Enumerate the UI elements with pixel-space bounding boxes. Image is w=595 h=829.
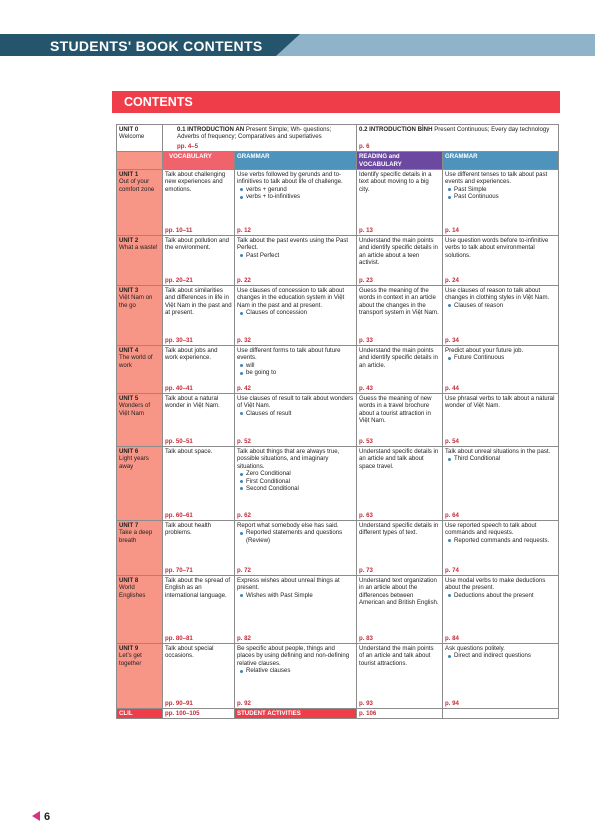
- reading-cell-text: Guess the meaning of the words in context in an article about the changes in the transport system in Việt Nam.: [359, 287, 439, 317]
- unit0-row-pages: [117, 142, 559, 152]
- grammar-1-cell: [235, 644, 357, 709]
- unit-label-cell: [117, 576, 163, 644]
- page-reference: p. 54: [445, 437, 459, 445]
- grammar-2-cell: [443, 346, 559, 394]
- page-reference: pp. 90–91: [165, 699, 193, 707]
- header-banner: [0, 34, 595, 56]
- unit0-title: UNIT 0: [119, 126, 139, 133]
- grammar-bullet-list: [237, 362, 354, 377]
- page-reference: p. 34: [445, 336, 459, 344]
- unit-name: Let's get together: [119, 652, 142, 667]
- grammar-bullet-list: [445, 354, 556, 361]
- grammar-bullet: Direct and indirect questions: [445, 652, 556, 659]
- grammar-bullet-list: [445, 302, 556, 309]
- grammar-2-cell: [443, 236, 559, 286]
- page-reference: p. 63: [359, 511, 373, 519]
- vocabulary-cell: [163, 521, 235, 576]
- grammar-2-cell-text: Use phrasal verbs to talk about a natural wonder of Việt Nam.: [445, 395, 555, 410]
- vocabulary-cell-text: Talk about space.: [165, 448, 213, 456]
- column-headers: [117, 152, 559, 170]
- unit-title: UNIT 5: [119, 395, 139, 403]
- page-reference: pp. 60–61: [165, 511, 193, 519]
- page-reference: p. 72: [237, 566, 251, 574]
- grammar-2-cell: [443, 644, 559, 709]
- page-reference: p. 33: [359, 336, 373, 344]
- grammar-bullet-list: [237, 470, 354, 492]
- vocabulary-cell: [163, 346, 235, 394]
- grammar-bullet-list: [237, 252, 354, 259]
- unit-title: UNIT 4: [119, 347, 139, 355]
- reading-cell: [357, 447, 443, 521]
- grammar-2-cell-text: Use reported speech to talk about commands and requests.: [445, 522, 537, 537]
- page-reference: p. 22: [237, 276, 251, 284]
- grammar-bullet: First Conditional: [237, 478, 354, 485]
- page-reference: p. 23: [359, 276, 373, 284]
- intro-a-text: Present Simple; Wh- questions; Adverbs of frequency; Comparatives and superlatives: [177, 126, 332, 141]
- grammar-bullet: verbs + to-infinitives: [237, 193, 354, 200]
- reading-cell-text: Understand the main points and identify specific details in an article about a teen activist.: [359, 237, 438, 267]
- grammar-bullet: Second Conditional: [237, 485, 354, 492]
- vocabulary-cell: [163, 644, 235, 709]
- vocabulary-cell-text: Talk about a natural wonder in Việt Nam.: [165, 395, 220, 410]
- grammar-2-cell-text: Use clauses of reason to talk about changes in clothing styles in Việt Nam.: [445, 287, 550, 302]
- contents-bar: [112, 91, 560, 113]
- unit-name: Light years away: [119, 455, 149, 470]
- unit-label-cell: [117, 286, 163, 346]
- unit-title: UNIT 6: [119, 448, 139, 456]
- page-footer: [32, 811, 50, 823]
- page-reference: p. 83: [359, 634, 373, 642]
- header-blank: [117, 152, 163, 170]
- unit-label-cell: [117, 346, 163, 394]
- grammar-1-cell-text: Use verbs followed by gerunds and to-infinitives to talk about life of challenge.: [237, 171, 343, 186]
- page-reference: p. 32: [237, 336, 251, 344]
- vocabulary-cell: [163, 170, 235, 236]
- grammar-bullet: Clauses of reason: [445, 302, 556, 309]
- unit-title: UNIT 9: [119, 645, 139, 653]
- page-reference: p. 93: [359, 699, 373, 707]
- reading-cell: [357, 286, 443, 346]
- unit-row: [117, 644, 559, 709]
- grammar-1-cell-text: Use different forms to talk about future events.: [237, 347, 341, 362]
- grammar-2-cell-text: Ask questions politely.: [445, 645, 505, 653]
- page-reference: p. 43: [359, 384, 373, 392]
- grammar-bullet: Wishes with Past Simple: [237, 592, 354, 599]
- vocabulary-cell-text: Talk about jobs and work experience.: [165, 347, 218, 362]
- grammar-bullet: Future Continuous: [445, 354, 556, 361]
- contents-title: CONTENTS: [124, 95, 193, 109]
- grammar-2-cell: [443, 447, 559, 521]
- page-reference: p. 44: [445, 384, 459, 392]
- intro-a-pages-cell: [163, 142, 357, 152]
- unit-label-cell: [117, 521, 163, 576]
- grammar-bullet: Past Simple: [445, 186, 556, 193]
- grammar-1-cell: [235, 576, 357, 644]
- page-reference: pp. 70–71: [165, 566, 193, 574]
- grammar-bullet: Relative clauses: [237, 667, 354, 674]
- grammar-1-cell: [235, 521, 357, 576]
- grammar-1-cell-text: Be specific about people, things and places by using defining and non-defining relative clauses.: [237, 645, 350, 667]
- banner-title: STUDENTS' BOOK CONTENTS: [50, 38, 263, 54]
- grammar-bullet-list: [237, 529, 354, 544]
- reading-cell: [357, 576, 443, 644]
- page-reference: p. 73: [359, 566, 373, 574]
- unit-row: [117, 236, 559, 286]
- grammar-bullet: Third Conditional: [445, 455, 556, 462]
- grammar-bullet: be going to: [237, 369, 354, 376]
- vocabulary-cell-text: Talk about challenging new experiences and emotions.: [165, 171, 226, 193]
- reading-cell: [357, 346, 443, 394]
- grammar-2-cell-text: Use modal verbs to make deductions about the present.: [445, 577, 546, 592]
- vocabulary-cell: [163, 286, 235, 346]
- intro-a-title: 0.1 INTRODUCTION AN: [177, 126, 245, 133]
- page-reference: p. 74: [445, 566, 459, 574]
- grammar-bullet: verbs + gerund: [237, 186, 354, 193]
- intro-b: [357, 125, 559, 142]
- unit0-row-top: [117, 125, 559, 142]
- intro-b-title: 0.2 INTRODUCTION BÌNH: [359, 126, 433, 133]
- grammar-bullet-list: [237, 667, 354, 674]
- page-reference: p. 62: [237, 511, 251, 519]
- intro-b-pages: p. 6: [359, 142, 370, 150]
- grammar-bullet: Clauses of concession: [237, 309, 354, 316]
- grammar-1-cell-text: Use clauses of concession to talk about changes in the education system in Việt Nam in the past and at present.: [237, 287, 345, 309]
- unit-title: UNIT 8: [119, 577, 139, 585]
- grammar-bullet-list: [237, 309, 354, 316]
- unit-title: UNIT 3: [119, 287, 139, 295]
- page-reference: pp. 20–21: [165, 276, 193, 284]
- unit-row: [117, 394, 559, 447]
- reading-cell-text: Identify specific details in a text about moving to a big city.: [359, 171, 432, 193]
- grammar-1-cell: [235, 447, 357, 521]
- page-reference: p. 14: [445, 226, 459, 234]
- unit-row: [117, 447, 559, 521]
- reading-cell-text: Understand specific details in an article and talk about space travel.: [359, 448, 439, 470]
- unit-title: UNIT 1: [119, 171, 139, 179]
- unit-name: What a waste!: [119, 244, 158, 252]
- reading-cell: [357, 521, 443, 576]
- intro-a: [163, 125, 357, 142]
- unit-label-cell: [117, 236, 163, 286]
- grammar-1-cell: [235, 170, 357, 236]
- reading-cell-text: Understand the main points of an article and talk about tourist attractions.: [359, 645, 434, 667]
- page-reference: pp. 50–51: [165, 437, 193, 445]
- grammar-1-cell-text: Talk about the past events using the Past Perfect.: [237, 237, 349, 252]
- page-reference: p. 64: [445, 511, 459, 519]
- unit-name: Take a deep breath: [119, 529, 153, 544]
- page-reference: pp. 10–11: [165, 226, 193, 234]
- page-reference: pp. 40–41: [165, 384, 193, 392]
- unit-title: UNIT 2: [119, 237, 139, 245]
- page-reference: p. 13: [359, 226, 373, 234]
- vocabulary-cell: [163, 576, 235, 644]
- grammar-1-cell-text: Talk about things that are always true, possible situations, and imaginary situations.: [237, 448, 340, 470]
- grammar-bullet-list: [445, 537, 556, 544]
- grammar-bullet: Past Continuous: [445, 193, 556, 200]
- page-reference: p. 84: [445, 634, 459, 642]
- grammar-bullet: Past Perfect: [237, 252, 354, 259]
- vocabulary-cell: [163, 447, 235, 521]
- page-reference: p. 53: [359, 437, 373, 445]
- page-reference: p. 82: [237, 634, 251, 642]
- grammar-1-cell-text: Report what somebody else has said.: [237, 522, 339, 530]
- reading-cell-text: Understand text organization in an article about the differences between American and British English.: [359, 577, 439, 607]
- grammar-1-cell: [235, 236, 357, 286]
- page-reference: p. 94: [445, 699, 459, 707]
- unit-name: Wonders of Việt Nam: [119, 402, 151, 417]
- grammar-2-cell-text: Predict about your future job.: [445, 347, 524, 355]
- header-grammar-2: GRAMMAR: [443, 152, 559, 170]
- unit0-name: Welcome: [119, 133, 145, 141]
- clil-row: [117, 709, 559, 719]
- unit-name: The world of work: [119, 354, 153, 369]
- grammar-bullet-list: [237, 410, 354, 417]
- grammar-bullet-list: [237, 592, 354, 599]
- grammar-1-cell: [235, 346, 357, 394]
- reading-cell-text: Guess the meaning of new words in a travel brochure about a tourist attraction in Việt Nam.: [359, 395, 432, 425]
- unit-name: World Englishes: [119, 584, 146, 599]
- grammar-bullet-list: [237, 186, 354, 201]
- vocabulary-cell: [163, 394, 235, 447]
- grammar-bullet: Deductions about the present: [445, 592, 556, 599]
- unit-label-cell: [117, 394, 163, 447]
- header-grammar-1: GRAMMAR: [235, 152, 357, 170]
- clil-empty-cell: [443, 709, 559, 719]
- unit0-label: [117, 125, 163, 152]
- unit-row: [117, 346, 559, 394]
- grammar-bullet: will: [237, 362, 354, 369]
- page-reference: p. 12: [237, 226, 251, 234]
- grammar-2-cell: [443, 576, 559, 644]
- intro-b-text: Present Continuous; Every day technology: [434, 126, 550, 133]
- reading-cell: [357, 644, 443, 709]
- page-reference: p. 24: [445, 276, 459, 284]
- page-reference: pp. 80–81: [165, 634, 193, 642]
- grammar-bullet: Reported commands and requests.: [445, 537, 556, 544]
- vocabulary-cell: [163, 236, 235, 286]
- reading-cell-text: Understand specific details in different types of text.: [359, 522, 439, 537]
- header-vocabulary: VOCABULARY: [163, 152, 235, 170]
- reading-cell-text: Understand the main points and identify specific details in an article.: [359, 347, 438, 369]
- grammar-1-cell-text: Use clauses of result to talk about wonders of Việt Nam.: [237, 395, 354, 410]
- intro-a-pages: pp. 4–5: [177, 142, 198, 150]
- student-activities-page: p. 106: [359, 710, 377, 718]
- grammar-bullet-list: [445, 652, 556, 659]
- grammar-bullet: Zero Conditional: [237, 470, 354, 477]
- grammar-2-cell: [443, 286, 559, 346]
- vocabulary-cell-text: Talk about pollution and the environment.: [165, 237, 230, 252]
- page-arrow-icon: [32, 811, 40, 821]
- grammar-2-cell: [443, 521, 559, 576]
- unit-label-cell: [117, 447, 163, 521]
- student-activities-label: STUDENT ACTIVITIES: [235, 709, 357, 719]
- vocabulary-cell-text: Talk about similarities and differences in life in Việt Nam in the past and at present.: [165, 287, 232, 317]
- page-reference: p. 42: [237, 384, 251, 392]
- reading-cell: [357, 236, 443, 286]
- grammar-2-cell-text: Talk about unreal situations in the past.: [445, 448, 551, 456]
- vocabulary-cell-text: Talk about the spread of English as an international language.: [165, 577, 231, 599]
- header-reading: READING and VOCABULARY: [357, 152, 443, 170]
- unit-label-cell: [117, 170, 163, 236]
- grammar-bullet-list: [445, 455, 556, 462]
- unit-row: [117, 576, 559, 644]
- unit-name: Out of your comfort zone: [119, 178, 155, 193]
- student-activities-page-cell: [357, 709, 443, 719]
- grammar-bullet-list: [445, 592, 556, 599]
- grammar-2-cell: [443, 394, 559, 447]
- page-number: 6: [44, 811, 51, 823]
- unit-row: [117, 521, 559, 576]
- reading-cell: [357, 394, 443, 447]
- grammar-2-cell-text: Use question words before to-infinitive verbs to talk about environmental solutions.: [445, 237, 549, 259]
- grammar-2-cell: [443, 170, 559, 236]
- grammar-bullet: Reported statements and questions (Review): [237, 529, 354, 544]
- grammar-1-cell: [235, 286, 357, 346]
- grammar-bullet: Clauses of result: [237, 410, 354, 417]
- grammar-2-cell-text: Use different tenses to talk about past events and experiences.: [445, 171, 548, 186]
- vocabulary-cell-text: Talk about special occasions.: [165, 645, 214, 660]
- intro-b-pages-cell: [357, 142, 559, 152]
- page-reference: pp. 30–31: [165, 336, 193, 344]
- unit-row: [117, 286, 559, 346]
- page-reference: p. 92: [237, 699, 251, 707]
- page-reference: p. 52: [237, 437, 251, 445]
- vocabulary-cell-text: Talk about health problems.: [165, 522, 212, 537]
- grammar-bullet-list: [445, 186, 556, 201]
- grammar-1-cell: [235, 394, 357, 447]
- unit-name: Việt Nam on the go: [119, 294, 153, 309]
- clil-pages: pp. 100–105: [165, 710, 200, 718]
- contents-table: [116, 124, 559, 719]
- clil-label: CLIL: [117, 709, 163, 719]
- unit-row: [117, 170, 559, 236]
- grammar-1-cell-text: Express wishes about unreal things at present.: [237, 577, 340, 592]
- unit-title: UNIT 7: [119, 522, 139, 530]
- clil-pages-cell: [163, 709, 235, 719]
- reading-cell: [357, 170, 443, 236]
- unit-label-cell: [117, 644, 163, 709]
